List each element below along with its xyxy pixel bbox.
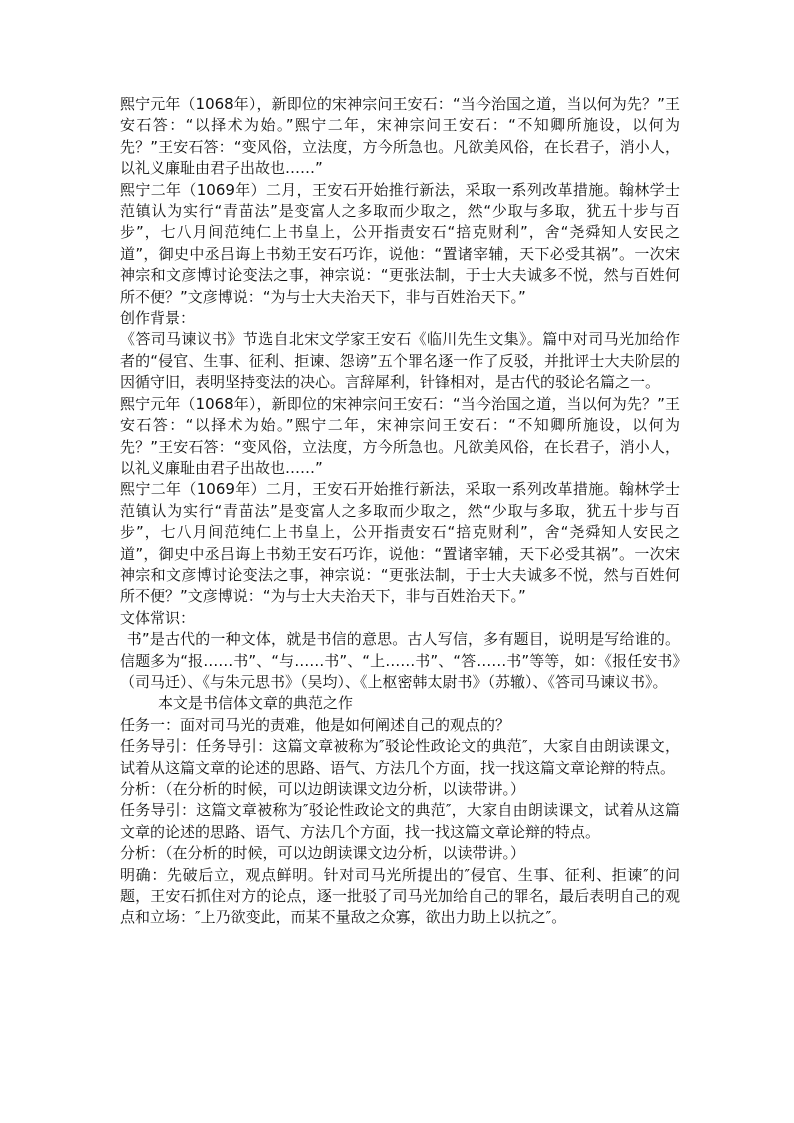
heading-background: 创作背景： — [120, 309, 196, 328]
task-guide-1: 任务导引：任务导引：这篇文章被称为″驳论性政论文的典范″，大家自由朗读课文，试着从这篇文章的论述的思路、语气、方法几个方面，找一找这篇文章论辩的特点。 — [120, 737, 680, 777]
paragraph-background: 《答司马谏议书》节选自北宋文学家王安石《临川先生文集》。篇中对司马光加给作者的“侵官、生事、征利、拒谏、怨谤”五个罪名逐一作了反驳，并批评士大夫阶层的因循守旧，表明坚持变法的决心。言辞犀利，针锋相对，是古代的驳论名篇之一。 — [120, 330, 680, 392]
paragraph-xining-1: 熙宁元年（1068年），新即位的宋神宗问王安石：“当今治国之道，当以何为先？”王安石答：“以择术为始。”熙宁二年，宋神宗问王安石：“不知卿所施设，以何为先？”王安石答：“变风俗，立法度，方今所急也。凡欲美风俗，在长君子，消小人，以礼义廉耻由君子出故也……” — [120, 95, 680, 178]
task-guide-2: 任务导引：这篇文章被称为″驳论性政论文的典范″，大家自由朗读课文，试着从这篇文章的论述的思路、语气、方法几个方面，找一找这篇文章论辩的特点。 — [120, 801, 680, 841]
paragraph-xining-2-repeat: 熙宁二年（1069年）二月，王安石开始推行新法，采取一系列改革措施。翰林学士范镇认为实行“青苗法”是变富人之多取而少取之，然“少取与多取，犹五十步与百步”，七八月间范纯仁上书皇上，公开指责安石“掊克财利”，舍“尧舜知人安民之道”，御史中丞吕诲上书劾王安石巧诈，说他：“置诸宰辅，天下必受其祸”。一次宋神宗和文彦博讨论变法之事，神宗说：“更张法制，于士大夫诚多不悦，然与百姓何所不便？”文彦博说：“为与士大夫治天下，非与百姓治天下。” — [120, 480, 680, 606]
heading-genre: 文体常识： — [120, 608, 196, 627]
paragraph-genre: 书”是古代的一种文体，就是书信的意思。古人写信，多有题目，说明是写给谁的。信题多为“报……书”、“与……书”、“上……书”、“答……书”等等，如：《报任安书》（司马迁）、《与朱元思书》（吴均）、《上枢密韩太尉书》（苏辙）、《答司马谏议书》。 — [120, 630, 680, 691]
document-body — [120, 94, 680, 929]
paragraph-xining-2: 熙宁二年（1069年）二月，王安石开始推行新法，采取一系列改革措施。翰林学士范镇认为实行“青苗法”是变富人之多取而少取之，然“少取与多取，犹五十步与百步”，七八月间范纯仁上书皇上，公开指责安石“掊克财利”，舍“尧舜知人安民之道”，御史中丞吕诲上书劾王安石巧诈，说他：“置诸宰辅，天下必受其祸”。一次宋神宗和文彦博讨论变法之事，神宗说：“更张法制，于士大夫诚多不悦，然与百姓何所不便？”文彦博说：“为与士大夫治天下，非与百姓治天下。” — [120, 180, 680, 306]
task-one: 任务一：面对司马光的责难，他是如何阐述自己的观点的？ — [120, 715, 511, 734]
paragraph-model-work: 本文是书信体文章的典范之作 — [158, 694, 354, 713]
clarification: 明确：先破后立，观点鲜明。针对司马光所提出的″侵官、生事、征利、拒谏″的问题，王安石抓住对方的论点，逐一批驳了司马光加给自己的罪名，最后表明自己的观点和立场：″上乃欲变此，而某不量敌之众寡，欲出力助上以抗之″。 — [120, 865, 680, 927]
paragraph-xining-1-repeat: 熙宁元年（1068年），新即位的宋神宗问王安石：“当今治国之道，当以何为先？”王安石答：“以择术为始。”熙宁二年，宋神宗问王安石：“不知卿所施设，以何为先？”王安石答：“变风俗，立法度，方今所急也。凡欲美风俗，在长君子，消小人，以礼义廉耻由君子出故也……” — [120, 394, 680, 477]
analysis-2: 分析：（在分析的时候，可以边朗读课文边分析，以读带讲。） — [120, 844, 526, 863]
analysis-1: 分析：（在分析的时候，可以边朗读课文边分析，以读带讲。） — [120, 780, 526, 798]
